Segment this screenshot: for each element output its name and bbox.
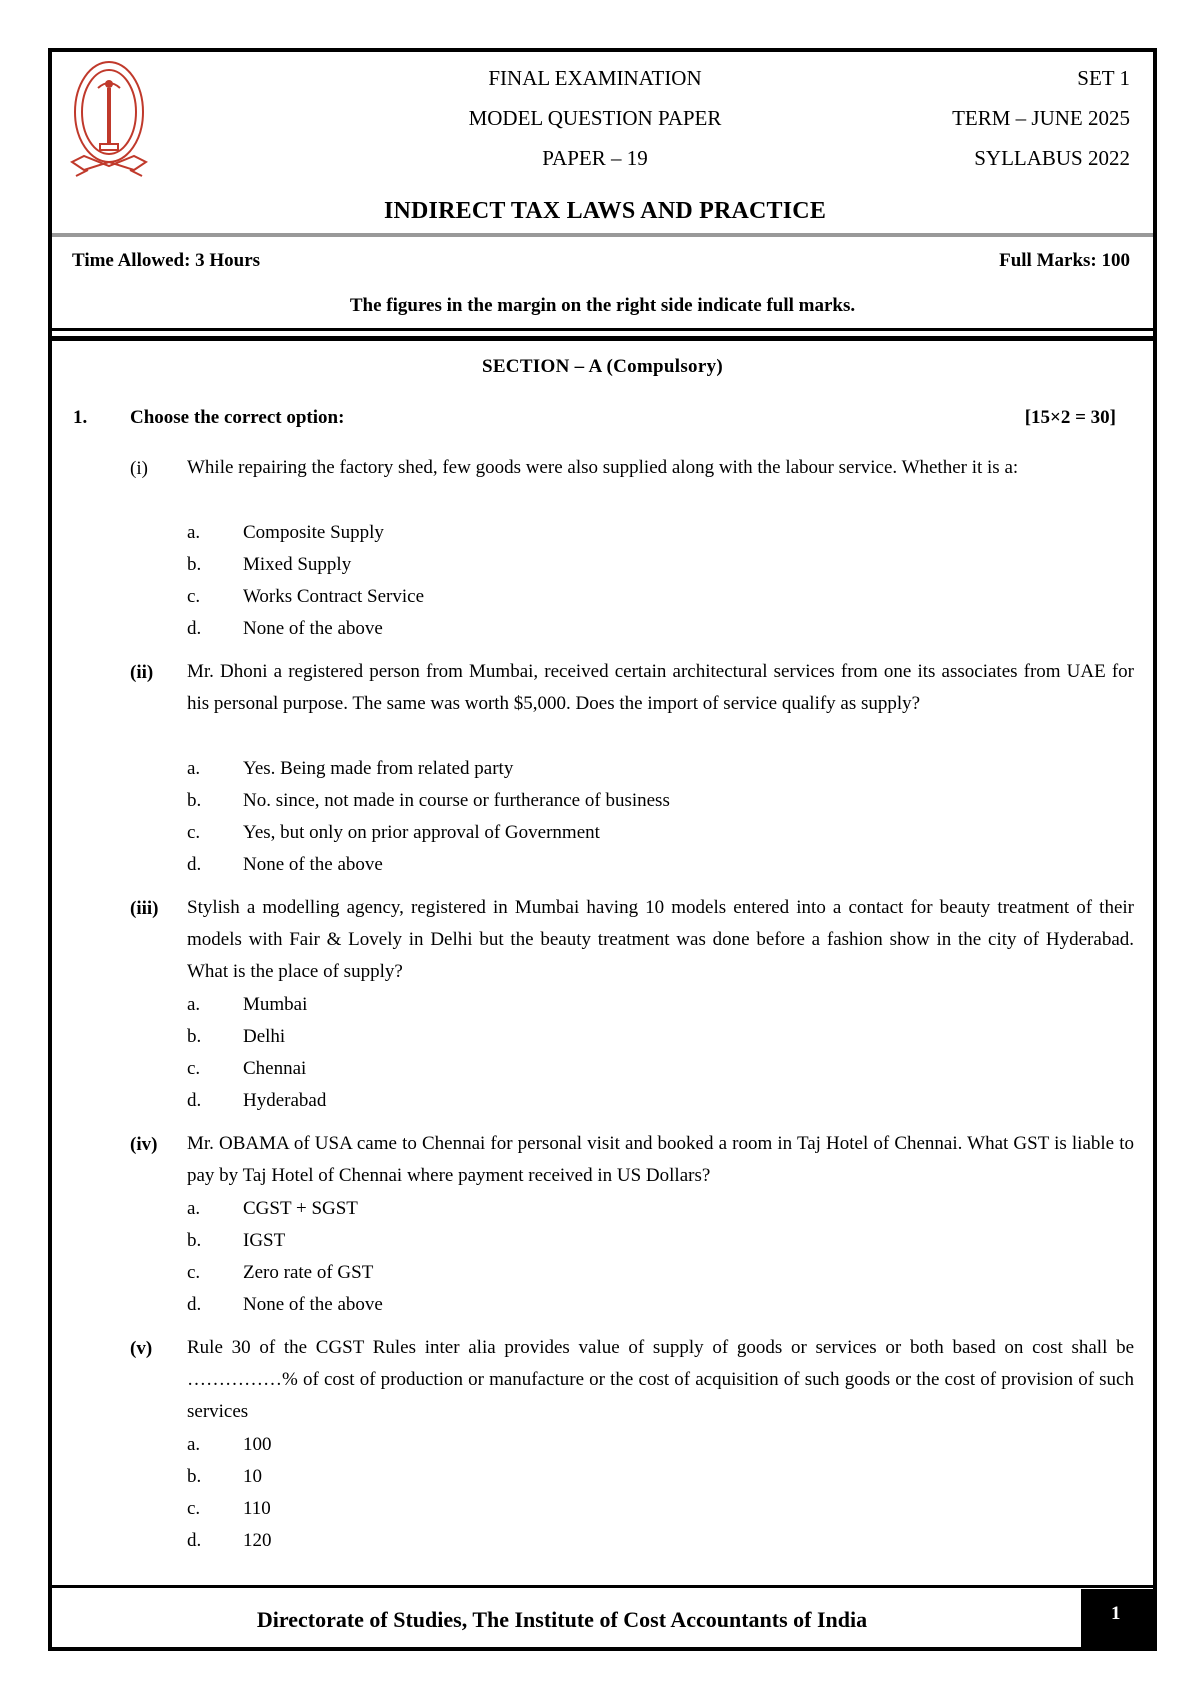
- option-text: IGST: [243, 1230, 286, 1251]
- double-rule-bottom: [52, 336, 1153, 341]
- item-label: (iv): [130, 1134, 158, 1155]
- option-text: None of the above: [243, 1294, 383, 1315]
- page-number: 1: [1111, 1603, 1121, 1624]
- option-letter: b.: [187, 1026, 202, 1047]
- page-number-box: [1081, 1589, 1153, 1647]
- item-text: Mr. Dhoni a registered person from Mumbai, received certain architectural services from one its associates from UAE for his personal purpose. The same was worth $5,000. Does the import of service qualify as supply?: [187, 661, 1134, 714]
- item-text: Mr. OBAMA of USA came to Chennai for personal visit and booked a room in Taj Hotel of Chennai. What GST is liable to pay by Taj Hotel of Chennai where payment received in US Dollars?: [187, 1133, 1134, 1186]
- option-letter: d.: [187, 854, 202, 875]
- option-text: Hyderabad: [243, 1090, 327, 1111]
- option-letter: b.: [187, 1466, 202, 1487]
- institute-logo: [68, 58, 150, 188]
- section-title: SECTION – A (Compulsory): [481, 356, 724, 377]
- option-text: None of the above: [243, 618, 383, 639]
- option-text: Mumbai: [243, 994, 308, 1015]
- option-letter: b.: [187, 554, 202, 575]
- option-text: Zero rate of GST: [243, 1262, 374, 1283]
- option-letter: d.: [187, 1530, 202, 1551]
- option-text: 120: [243, 1530, 272, 1551]
- option-text: None of the above: [243, 854, 383, 875]
- option-text: Delhi: [243, 1026, 286, 1047]
- item-text: Stylish a modelling agency, registered in Mumbai having 10 models entered into a contact for beauty treatment of their models with Fair & Lovely in Delhi but the beauty treatment was done before a fashion show in the city of Hyderabad. What is the place of supply?: [187, 897, 1134, 982]
- option-text: CGST + SGST: [243, 1198, 358, 1219]
- full-marks: Full Marks: 100: [999, 250, 1130, 271]
- option-text: Composite Supply: [243, 522, 384, 543]
- item-text: Rule 30 of the CGST Rules inter alia provides value of supply of goods or services or both based on cost shall be ……………% of cost of production or manufacture or the cost of acquisition of such goods or the cost of provision of such services: [187, 1337, 1134, 1422]
- option-letter: d.: [187, 1294, 202, 1315]
- question-heading: Choose the correct option:: [130, 407, 345, 428]
- footer-text: Directorate of Studies, The Institute of Cost Accountants of India: [256, 1607, 868, 1632]
- footer-divider: [52, 1585, 1153, 1588]
- item-label: (i): [130, 458, 148, 479]
- item-label: (v): [130, 1338, 153, 1359]
- option-letter: c.: [187, 1058, 201, 1079]
- option-letter: c.: [187, 1262, 201, 1283]
- set-label: SET 1: [1077, 66, 1130, 90]
- option-text: Chennai: [243, 1058, 307, 1079]
- term-label: TERM – JUNE 2025: [952, 106, 1130, 130]
- option-text: 100: [243, 1434, 272, 1455]
- question-marks: [15×2 = 30]: [1024, 407, 1116, 428]
- marks-instruction: The figures in the margin on the right side indicate full marks.: [349, 295, 856, 316]
- option-letter: c.: [187, 822, 201, 843]
- option-letter: b.: [187, 790, 202, 811]
- option-letter: b.: [187, 1230, 202, 1251]
- item-label: (iii): [130, 898, 159, 919]
- syllabus-label: SYLLABUS 2022: [974, 146, 1130, 170]
- paper-number: PAPER – 19: [542, 146, 648, 170]
- option-letter: a.: [187, 758, 201, 779]
- option-text: 10: [243, 1466, 262, 1487]
- option-letter: a.: [187, 1434, 201, 1455]
- option-letter: a.: [187, 522, 201, 543]
- option-text: Works Contract Service: [243, 586, 425, 607]
- option-letter: a.: [187, 1198, 201, 1219]
- paper-type: MODEL QUESTION PAPER: [468, 106, 722, 130]
- option-text: Yes. Being made from related party: [243, 758, 514, 779]
- double-rule-top: [52, 328, 1153, 331]
- option-letter: c.: [187, 1498, 201, 1519]
- option-letter: d.: [187, 1090, 202, 1111]
- option-text: No. since, not made in course or furtherance of business: [243, 790, 670, 811]
- time-allowed: Time Allowed: 3 Hours: [72, 250, 261, 271]
- option-text: 110: [243, 1498, 271, 1519]
- option-text: Mixed Supply: [243, 554, 352, 575]
- option-letter: d.: [187, 618, 202, 639]
- option-text: Yes, but only on prior approval of Government: [243, 822, 600, 843]
- item-text: While repairing the factory shed, few goods were also supplied along with the labour service. Whether it is a:: [187, 457, 1019, 478]
- option-letter: c.: [187, 586, 201, 607]
- option-letter: a.: [187, 994, 201, 1015]
- subject-title: INDIRECT TAX LAWS AND PRACTICE: [383, 198, 827, 224]
- exam-title: FINAL EXAMINATION: [488, 66, 702, 90]
- question-number: 1.: [73, 407, 88, 428]
- item-label: (ii): [130, 662, 154, 683]
- header-divider: [52, 233, 1153, 237]
